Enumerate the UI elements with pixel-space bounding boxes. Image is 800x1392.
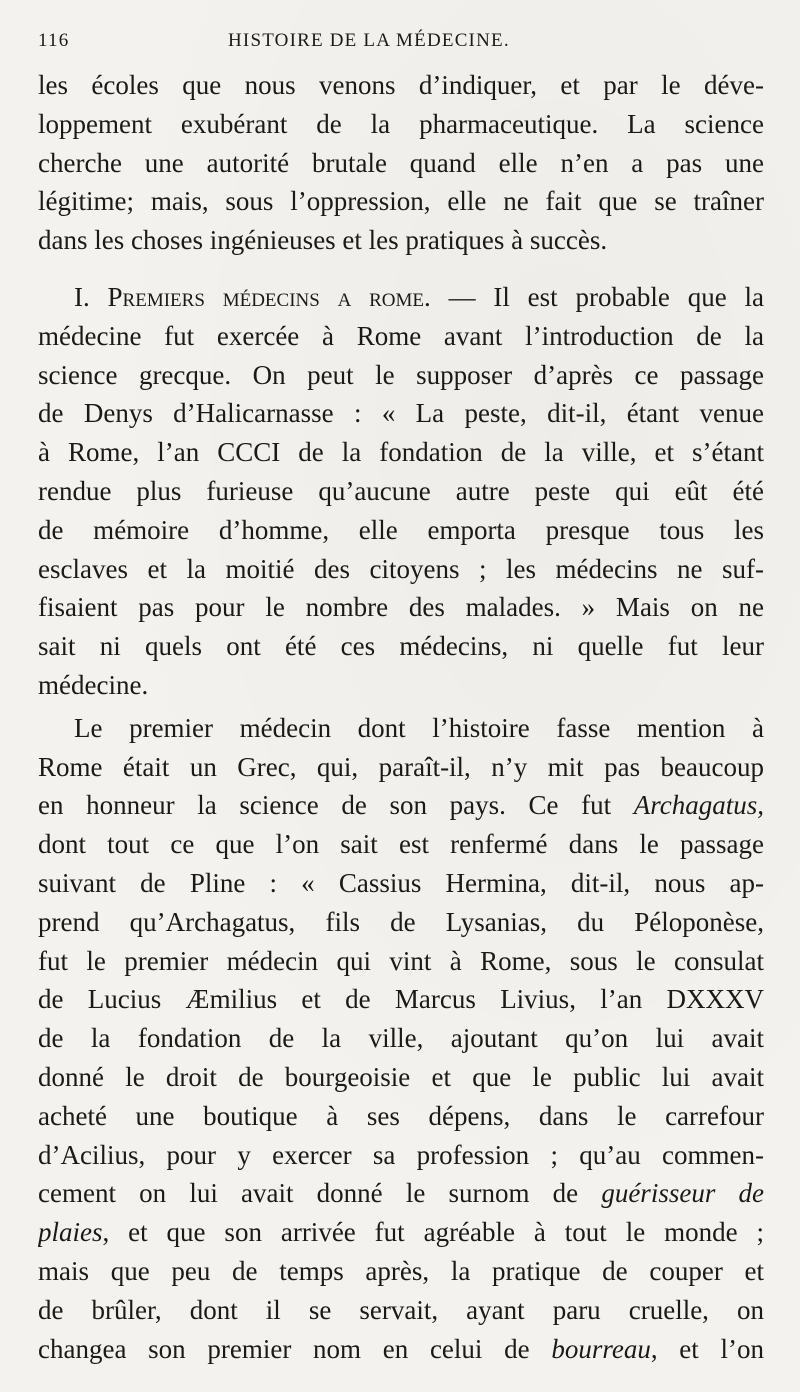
text-line: mais que peu de temps après, la pratique de couper et <box>38 1255 764 1286</box>
text-line: suivant de Pline : « Cassius Hermina, dit-il, nous ap- <box>38 867 764 898</box>
text-line: Rome était un Grec, qui, paraît-il, n’y mit pas beaucoup <box>38 751 764 782</box>
text-line: de mémoire d’homme, elle emporta presque tous les <box>38 514 764 545</box>
text-line: — Il est probable que la <box>430 281 764 312</box>
section-heading: I. Premiers médecins a rome. <box>74 281 431 312</box>
text-line: de brûler, dont il se servait, ayant paru cruelle, on <box>38 1294 764 1325</box>
text-line: dont tout ce que l’on sait est renfermé dans le passage <box>38 829 764 860</box>
text-line: rendue plus furieuse qu’aucune autre peste qui eût été <box>38 475 764 506</box>
paragraph-1 <box>38 66 764 260</box>
text-line: de Lucius Æmilius et de Marcus Livius, l’an DXXXV <box>38 984 764 1015</box>
text-line: sait ni quels ont été ces médecins, ni quelle fut leur <box>38 631 764 662</box>
text-line: prend qu’Archagatus, fils de Lysanias, du Péloponèse, <box>38 906 764 937</box>
text-line: légitime; mais, sous l’oppression, elle ne fait que se traîner <box>38 186 764 217</box>
text-line: de Denys d’Halicarnasse : « La peste, dit-il, étant venue <box>38 398 764 429</box>
text-line: à Rome, l’an CCCI de la fondation de la ville, et s’étant <box>38 437 764 468</box>
text-fragment: changea son premier nom en celui de <box>38 1333 552 1364</box>
text-fragment: , et que son arrivée fut agréable à tout le monde ; <box>102 1217 764 1248</box>
italic-name-archagatus: Archagatus, <box>633 790 764 821</box>
paragraph-3 <box>38 709 764 1369</box>
text-line: loppement exubérant de la pharmaceutique. La science <box>38 108 764 139</box>
text-line: fisaient pas pour le nombre des malades. » Mais on ne <box>38 592 764 623</box>
paragraph-gap <box>38 260 764 278</box>
running-title: HISTOIRE DE LA MÉDECINE. <box>228 30 510 51</box>
text-fragment: cement on lui avait donné le surnom de <box>38 1178 602 1209</box>
page-number: 116 <box>38 30 70 51</box>
paragraph-2 <box>38 278 764 705</box>
body-text <box>38 66 764 1368</box>
italic-plaies: plaies <box>38 1217 103 1248</box>
text-line-with-italic <box>38 1174 764 1213</box>
section-heading-line <box>38 278 764 317</box>
text-line: fut le premier médecin qui vint à Rome, sous le consulat <box>38 945 764 976</box>
text-line: acheté une boutique à ses dépens, dans le carrefour <box>38 1100 764 1131</box>
text-line: donné le droit de bourgeoisie et que le public lui avait <box>38 1061 764 1092</box>
text-line: de la fondation de la ville, ajoutant qu’on lui avait <box>38 1023 764 1054</box>
text-line: médecine fut exercée à Rome avant l’introduction de la <box>38 320 764 351</box>
text-line: esclaves et la moitié des citoyens ; les médecins ne suf- <box>38 553 764 584</box>
text-line: cherche une autorité brutale quand elle n’en a pas une <box>38 147 764 178</box>
text-line: Le premier médecin dont l’histoire fasse mention à <box>74 712 764 743</box>
text-line: les écoles que nous venons d’indiquer, et par le déve- <box>38 70 764 100</box>
italic-guerisseur: guérisseur de <box>601 1178 764 1209</box>
text-fragment: en honneur la science de son pays. Ce fut <box>38 790 634 821</box>
running-head <box>38 30 762 62</box>
text-line: science grecque. On peut le supposer d’après ce passage <box>38 359 764 390</box>
text-line-with-italic <box>38 1213 764 1252</box>
text-line: médecine. <box>38 669 149 700</box>
italic-bourreau: bourreau <box>551 1333 651 1364</box>
text-line: dans les choses ingénieuses et les pratiques à succès. <box>38 225 608 256</box>
text-line-with-italic <box>38 786 764 825</box>
text-fragment: , et l’on <box>650 1333 764 1364</box>
text-line-with-italic <box>38 1330 764 1369</box>
text-line: d’Acilius, pour y exercer sa profession ; qu’au commen- <box>38 1139 764 1170</box>
